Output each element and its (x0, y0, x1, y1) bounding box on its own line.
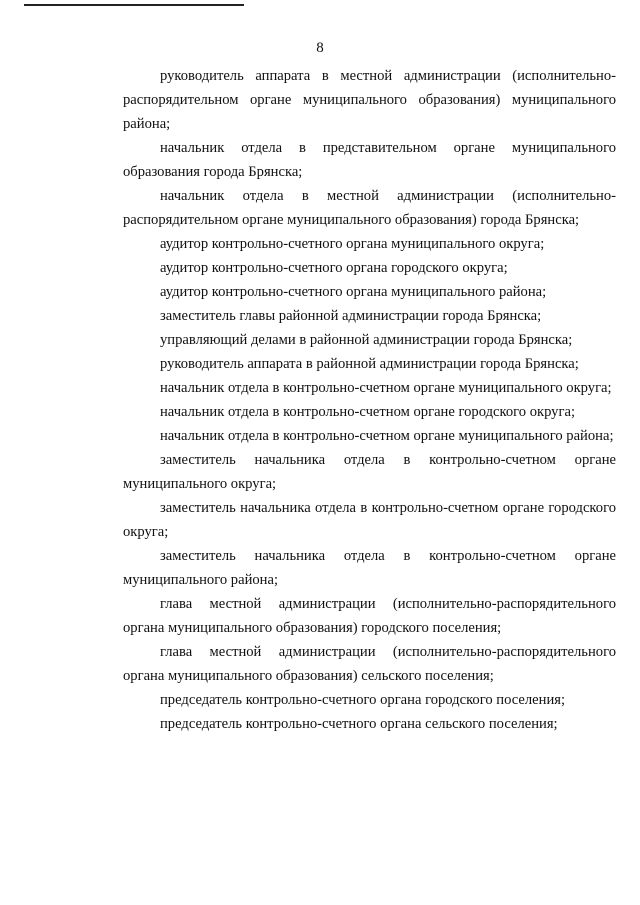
paragraph: заместитель начальника отдела в контрольно-счетном органе муниципального района; (123, 548, 616, 588)
paragraph: аудитор контрольно-счетного органа муниципального района; (160, 284, 547, 300)
paragraph: начальник отдела в контрольно-счетном органе муниципального округа; (160, 380, 612, 396)
paragraph: председатель контрольно-счетного органа городского поселения; (160, 692, 566, 708)
paragraph: начальник отдела в контрольно-счетном органе городского округа; (160, 404, 576, 420)
paragraph: управляющий делами в районной администрации города Брянска; (160, 332, 573, 348)
paragraph: начальник отдела в представительном органе муниципального образования города Брянска; (123, 140, 616, 180)
paragraph: начальник отдела в контрольно-счетном органе муниципального района; (160, 428, 614, 444)
paragraph: глава местной администрации (исполнительно-распорядительного органа муниципального образования) сельского поселения; (123, 644, 616, 684)
paragraph: аудитор контрольно-счетного органа городского округа; (160, 260, 508, 276)
page-number: 8 (316, 40, 324, 56)
paragraph: начальник отдела в местной администрации (исполнительно-распорядительном органе муниципального образования) города Брянска; (123, 188, 616, 228)
paragraph: аудитор контрольно-счетного органа муниципального округа; (160, 236, 545, 252)
top-border-line (24, 4, 244, 6)
paragraph: заместитель начальника отдела в контрольно-счетном органе городского округа; (123, 500, 616, 540)
paragraph: заместитель начальника отдела в контрольно-счетном органе муниципального округа; (123, 452, 616, 492)
paragraph: глава местной администрации (исполнительно-распорядительного органа муниципального образования) городского поселения; (123, 596, 616, 636)
paragraph: заместитель главы районной администрации города Брянска; (160, 308, 542, 324)
document-body (123, 64, 616, 736)
paragraph: председатель контрольно-счетного органа сельского поселения; (160, 716, 558, 732)
paragraph: руководитель аппарата в местной администрации (исполнительно-распорядительном органе муниципального образования) муниципального района; (123, 68, 616, 132)
paragraph: руководитель аппарата в районной администрации города Брянска; (160, 356, 579, 372)
